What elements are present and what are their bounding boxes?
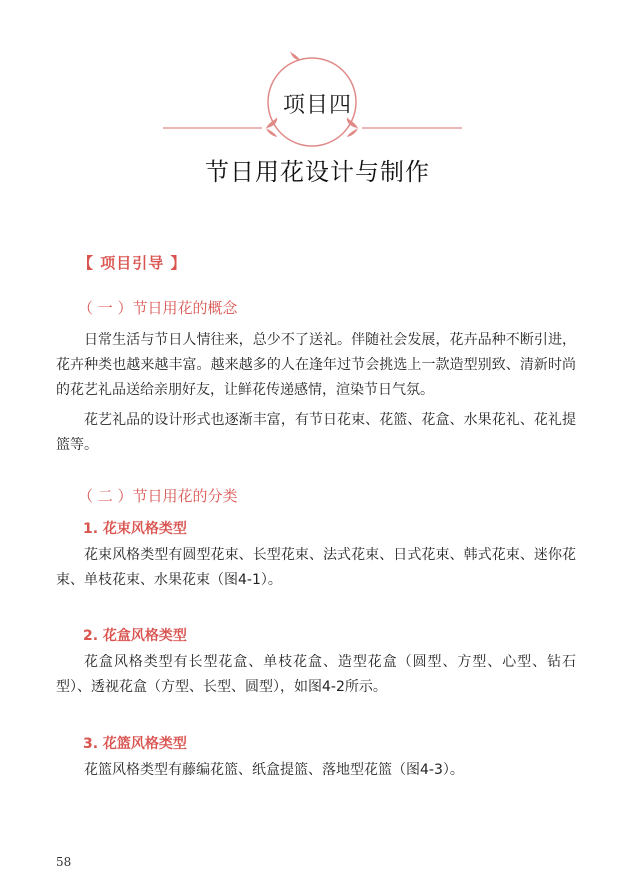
project-title: 项目四 <box>282 93 352 118</box>
chapter-title: 节日用花设计与制作 <box>205 158 430 186</box>
bouquet-style-title: 1. 花束风格类型 <box>83 521 187 537</box>
page-number: 58 <box>56 855 72 869</box>
leaf-icon-top <box>290 51 300 60</box>
box-style-title: 2. 花盒风格类型 <box>83 628 187 644</box>
box-style-text: 花盒风格类型有长型花盒、单枝花盒、造型花盒（圆型、方型、心型、钻石型）、透视花盒（方型、长型、圆型），如图4-2所示。 <box>56 654 576 695</box>
section1-paragraph-2: 花艺礼品的设计形式也逐渐丰富，有节日花束、花篮、花盒、水果花礼、花礼提篮等。 <box>56 412 576 453</box>
basket-style-text: 花篮风格类型有藤编花篮、纸盒提篮、落地型花篮（图4-3）。 <box>84 762 464 778</box>
guide-heading: 【 项目引导 】 <box>78 254 187 272</box>
title-ornament <box>0 0 635 160</box>
section1-heading: （ 一 ）节日用花的概念 <box>78 299 238 317</box>
section1-paragraph-1: 日常生活与节日人情往来，总少不了送礼。伴随社会发展，花卉品种不断引进，花卉种类也越来越丰富。越来越多的人在逢年过节会挑选上一款造型别致、清新时尚的花艺礼品送给亲朋好友，让鲜花传递感情，渲染节日气氛。 <box>56 332 576 398</box>
basket-style-title: 3. 花篮风格类型 <box>83 736 187 752</box>
bouquet-style-text: 花束风格类型有圆型花束、长型花束、法式花束、日式花束、韩式花束、迷你花束、单枝花束、水果花束（图4-1）。 <box>56 547 576 588</box>
section2-heading: （ 二 ）节日用花的分类 <box>78 487 238 505</box>
